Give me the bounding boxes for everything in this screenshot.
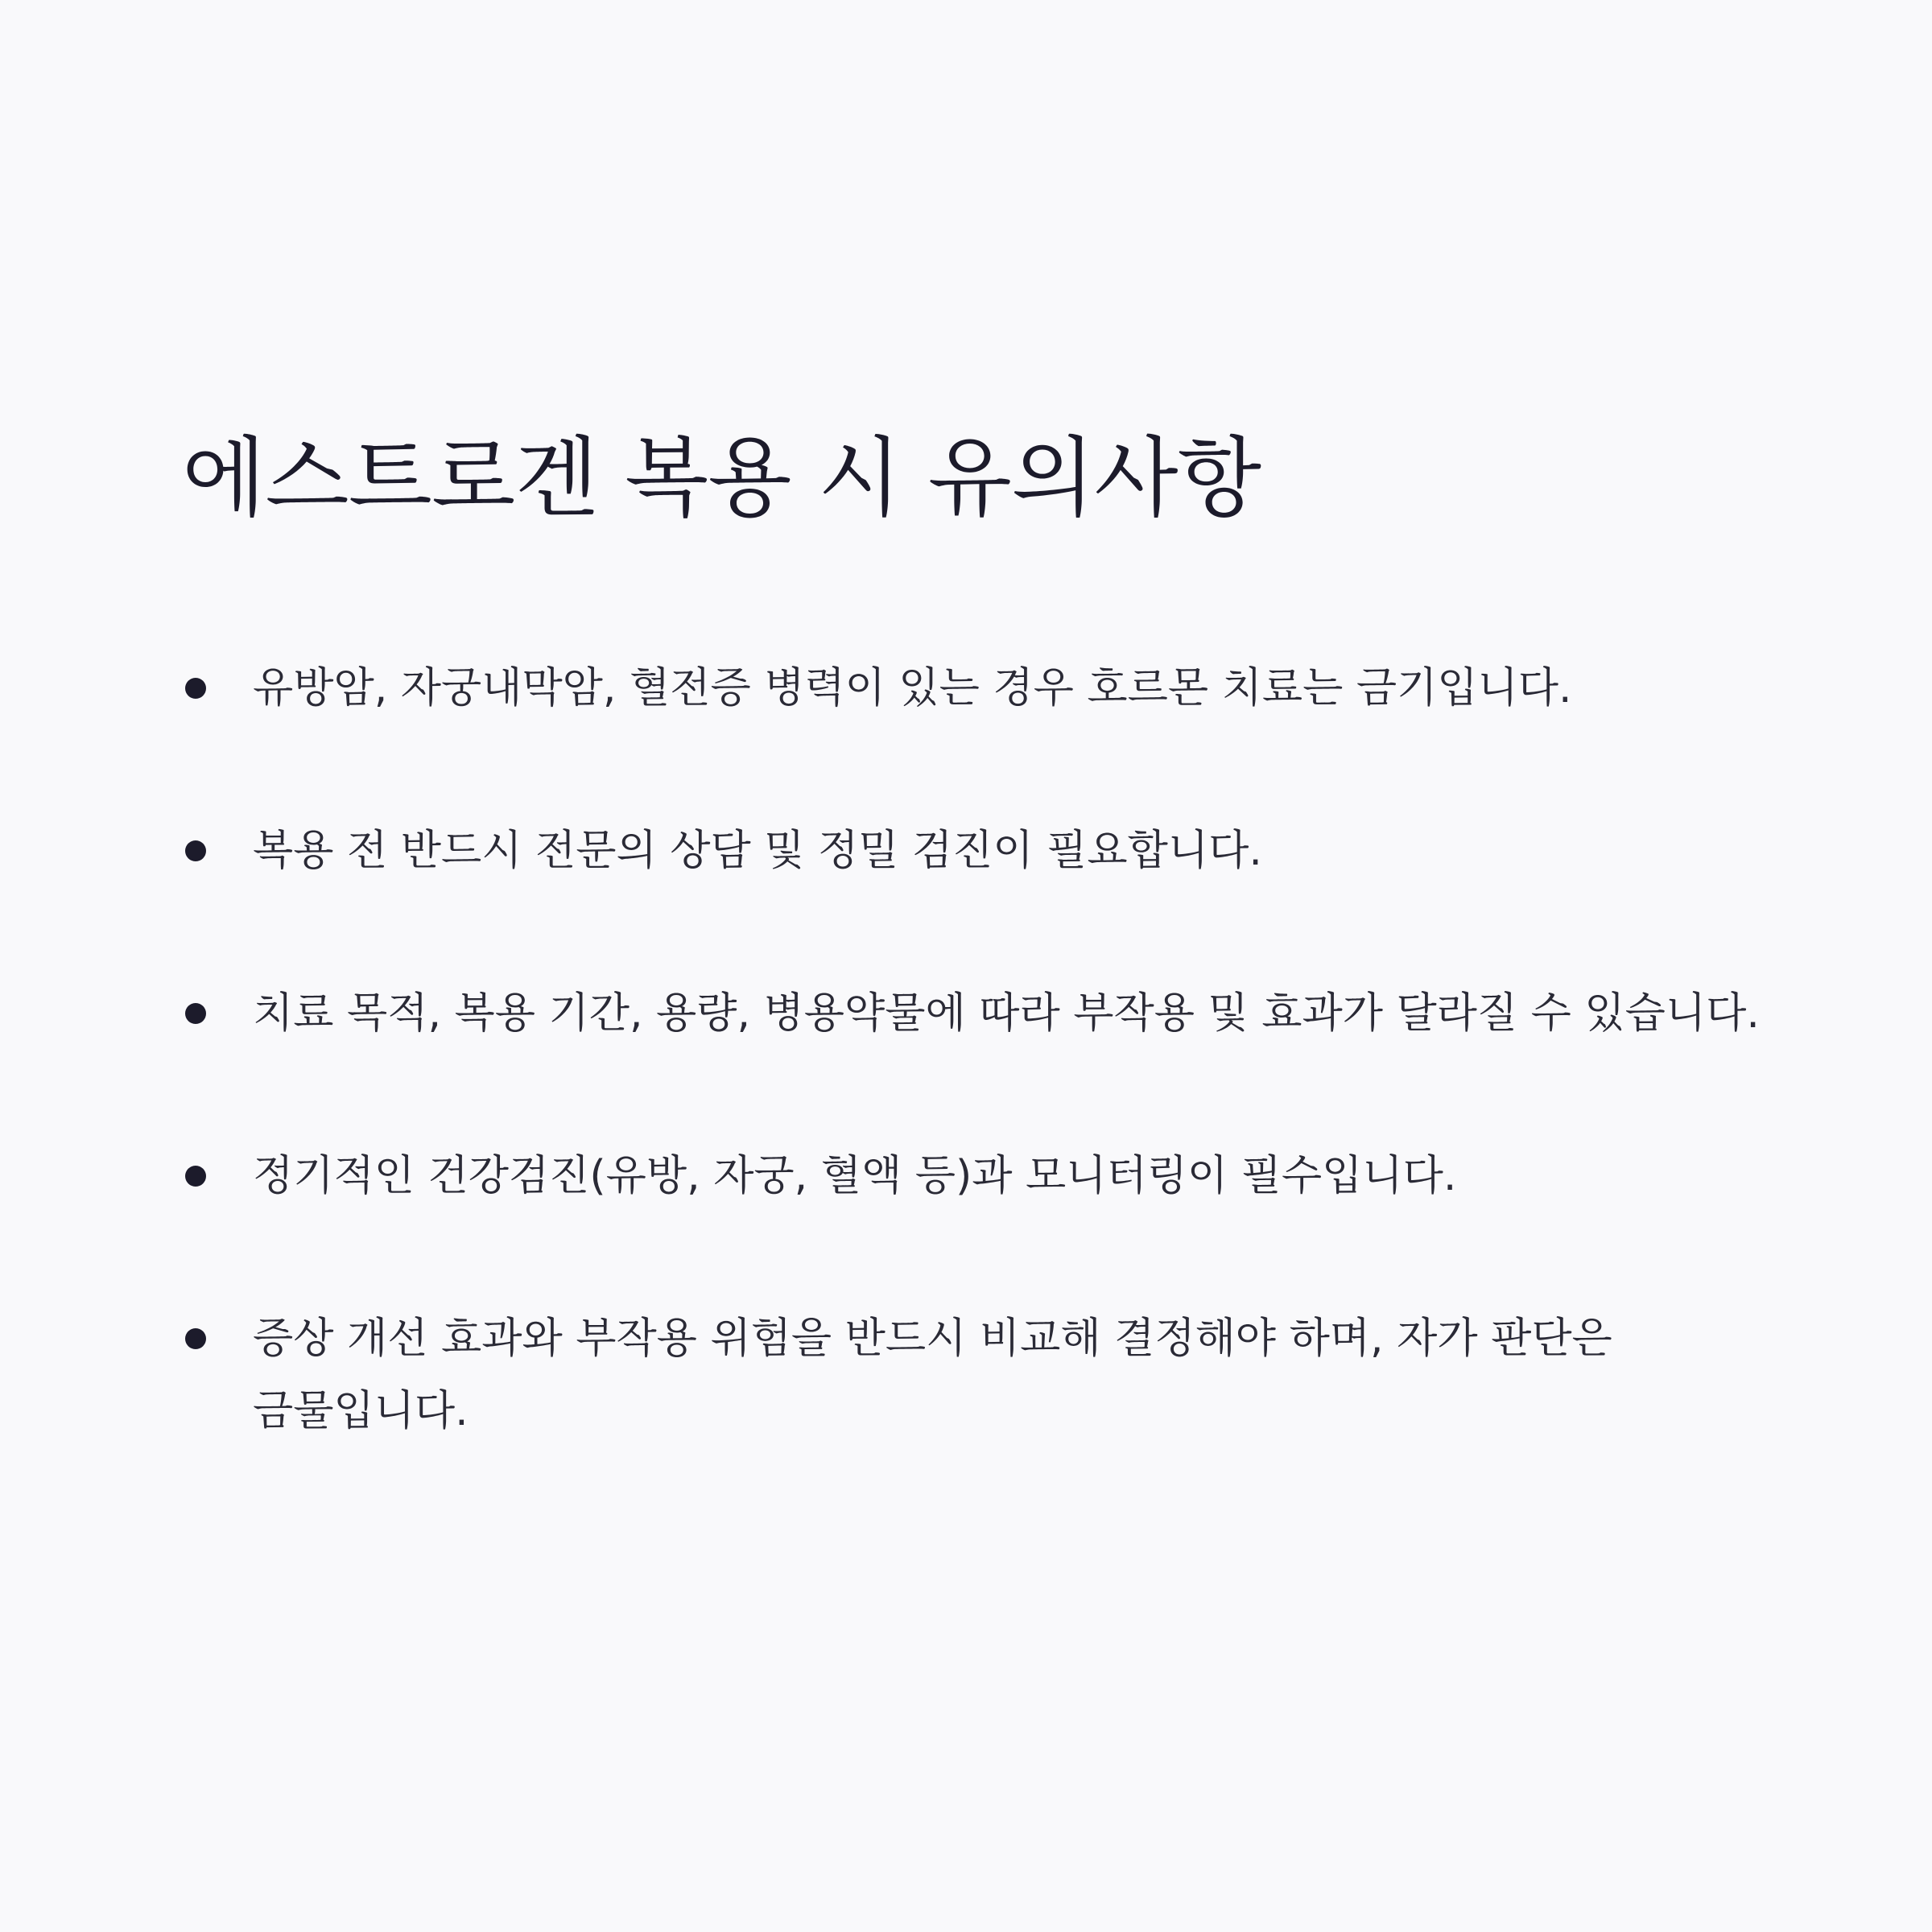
list-item xyxy=(182,815,1840,887)
list-item-text: 증상 개선 효과와 부작용 위험을 반드시 비교해 결정해야 하며, 자가 판단은 금물입니다. xyxy=(253,1315,1612,1435)
list-item-text: 정기적인 건강검진(유방, 자궁, 혈액 등)과 모니터링이 필수입니다. xyxy=(253,1152,1457,1200)
bullet-icon xyxy=(185,840,206,861)
list-item-text: 유방암, 자궁내막암, 혈전증 병력이 있는 경우 호르몬 치료는 금기입니다. xyxy=(253,664,1572,712)
bullet-icon xyxy=(185,1328,206,1349)
list-item-text: 치료 목적, 복용 기간, 용량, 병용약물에 따라 부작용 및 효과가 달라질 수 있습니다. xyxy=(253,989,1760,1038)
list-item xyxy=(182,1140,1840,1212)
list-item-text: 복용 전 반드시 전문의 상담 및 정밀 검진이 필요합니다. xyxy=(253,827,1262,875)
list-item xyxy=(182,1302,1840,1447)
notice-list xyxy=(182,652,1760,1447)
page-title: 에스트로겐 복용 시 유의사항 xyxy=(182,428,1261,529)
bullet-icon xyxy=(185,1003,206,1024)
list-item xyxy=(182,652,1840,724)
bullet-icon xyxy=(185,678,206,699)
bullet-icon xyxy=(185,1166,206,1187)
notice-page xyxy=(182,419,1760,1538)
list-item xyxy=(182,977,1840,1050)
